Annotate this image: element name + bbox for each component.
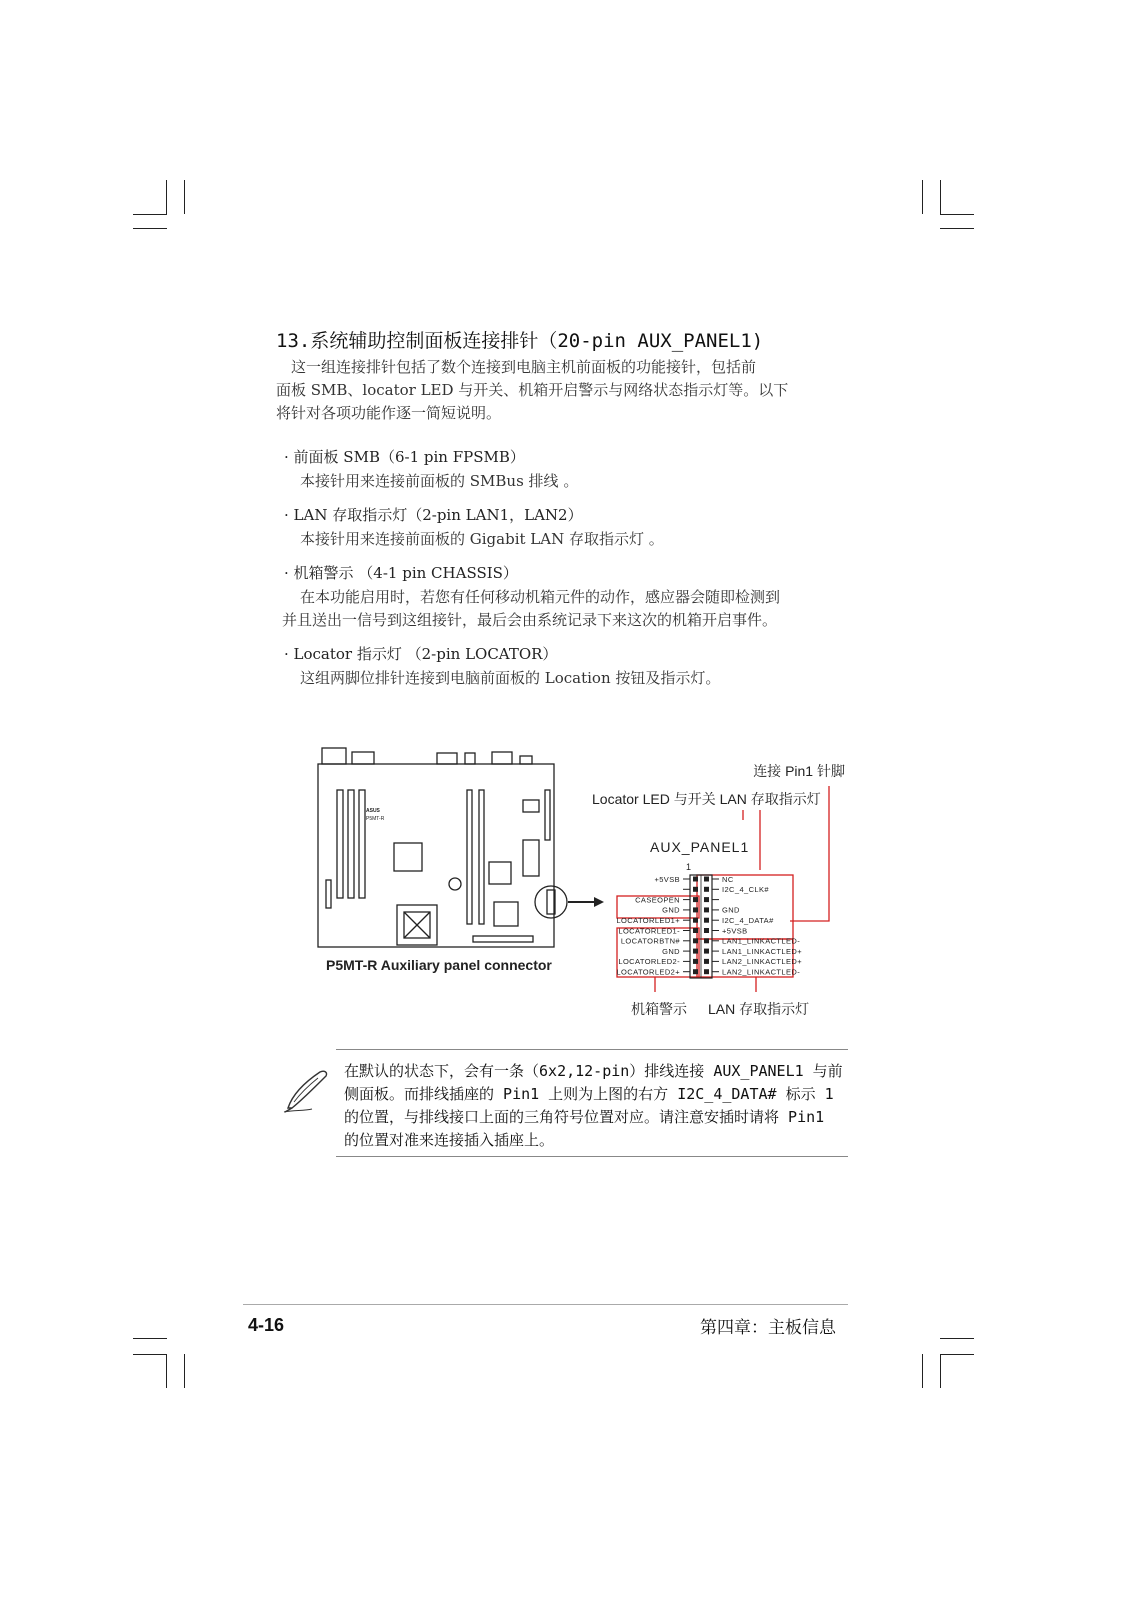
pin-right (704, 887, 709, 892)
pin-label-left: LOCATORLED2+ (616, 967, 680, 977)
bullet-heading-chassis: · 机箱警示 （4-1 pin CHASSIS） (284, 564, 518, 582)
pin-label-right: LAN2_LINKACTLED+ (722, 957, 802, 967)
diagram-caption: P5MT-R Auxiliary panel connector (326, 957, 552, 973)
label-chassis: 机箱警示 (631, 1001, 687, 1017)
pin-right (704, 877, 709, 882)
pin-right (704, 949, 709, 954)
arrow-icon (568, 897, 604, 907)
bullet-desc-chassis-2: 并且送出一信号到这组接针，最后会由系统记录下来这次的机箱开启事件。 (282, 611, 778, 629)
pin-label-left: LOCATORLED2- (618, 957, 680, 967)
pin-label-right: I2C_4_DATA# (722, 916, 774, 925)
pin-right (704, 928, 709, 933)
pin-right (704, 969, 709, 974)
pin-label-right: GND (722, 905, 740, 915)
pin-labels (616, 875, 802, 977)
pin-left (693, 938, 698, 943)
pin-left (693, 897, 698, 902)
bullet-desc-lan: 本接针用来连接前面板的 Gigabit LAN 存取指示灯 。 (300, 530, 664, 548)
pencil-note-icon (282, 1066, 332, 1114)
pin-label-right: LAN1_LINKACTLED- (722, 936, 801, 946)
pin-label-right: I2C_4_CLK# (722, 885, 769, 895)
pin-left (693, 928, 698, 933)
pin-label-left: +5VSB (654, 874, 680, 884)
note-bottom-rule (336, 1156, 848, 1157)
pin-left (693, 969, 698, 974)
pin-label-left: LOCATORLED1- (618, 926, 680, 936)
pin-left (693, 887, 698, 892)
pin-label-right: +5VSB (722, 926, 748, 936)
page-number: 4-16 (248, 1315, 285, 1335)
intro-line: 这一组连接排针包括了数个连接到电脑主机前面板的功能接针，包括前 (276, 358, 757, 376)
intro-line: 将针对各项功能作逐一简短说明。 (276, 404, 502, 422)
bullet-desc-chassis-1: 在本功能启用时，若您有任何移动机箱元件的动作，感应器会随即检测到 (300, 588, 781, 606)
pin1-number: 1 (686, 862, 692, 872)
pin-right (704, 897, 709, 902)
pin-right (704, 959, 709, 964)
pin-label-left: GND (662, 946, 680, 956)
connector-name: AUX_PANEL1 (650, 839, 750, 855)
pin-left (693, 949, 698, 954)
pin-left (693, 877, 698, 882)
bullet-heading-locator: · Locator 指示灯 （2-pin LOCATOR） (284, 645, 558, 663)
pin-label-right: NC (722, 874, 734, 884)
bullet-heading-lan: · LAN 存取指示灯（2-pin LAN1，LAN2） (284, 506, 583, 524)
footer-rule (243, 1304, 848, 1305)
motherboard-outline (318, 748, 567, 947)
label-lan: LAN 存取指示灯 (708, 1001, 810, 1017)
pin-right (704, 907, 709, 912)
note-top-rule (336, 1049, 848, 1050)
label-locator-lan: Locator LED 与开关 LAN 存取指示灯 (592, 791, 821, 807)
section-title: 13.系统辅助控制面板连接排针（20-pin AUX_PANEL1) (276, 330, 764, 352)
pin-right (704, 938, 709, 943)
pin-label-left: LOCATORBTN# (620, 936, 680, 946)
bullet-desc-fpsmb: 本接针用来连接前面板的 SMBus 排线 。 (300, 472, 579, 490)
label-pin1: 连接 Pin1 针脚 (753, 763, 845, 779)
pin-left (693, 907, 698, 912)
pin-label-right: LAN1_LINKACTLED+ (722, 946, 802, 956)
bullet-desc-locator: 这组两脚位排针连接到电脑前面板的 Location 按钮及指示灯。 (300, 669, 721, 687)
pin-label-right: LAN2_LINKACTLED- (722, 967, 801, 977)
board-brand-text: ASUS (366, 808, 380, 814)
board-model-text: P5MT-R (366, 816, 385, 822)
note-text: 在默认的状态下，会有一条（6x2,12-pin）排线连接 AUX_PANEL1 与前侧面板。而排线插座的 Pin1 上则为上图的右方 I2C_4_DATA# 标示 1 的位置，与排线接口上面的三角符号位置对应。请注意安插时请将 Pin1 的位置对准来连接插入插座上。 (344, 1062, 843, 1149)
pin-label-left: GND (662, 905, 680, 915)
intro-line: 面板 SMB、locator LED 与开关、机箱开启警示与网络状态指示灯等。以下 (276, 381, 789, 399)
pin-label-left: LOCATORLED1+ (616, 916, 680, 925)
pin-left (693, 959, 698, 964)
pin-label-left: CASEOPEN (635, 895, 680, 905)
bullet-heading-fpsmb: · 前面板 SMB（6-1 pin FPSMB） (284, 448, 525, 466)
pin-right (704, 918, 709, 923)
chapter-title: 第四章：主板信息 (700, 1318, 836, 1338)
pin-left (693, 918, 698, 923)
